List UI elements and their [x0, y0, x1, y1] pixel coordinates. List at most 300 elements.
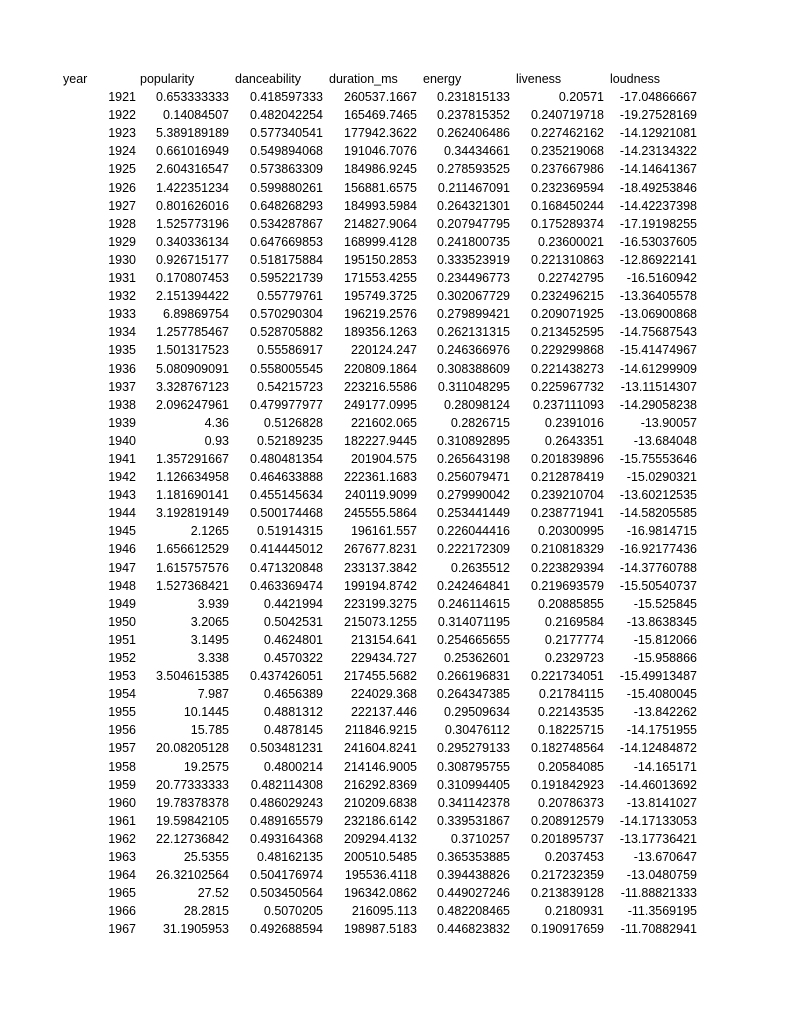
year-cell: 1959: [108, 777, 136, 792]
table-row: [63, 685, 697, 703]
column-header-danceability: danceability: [235, 72, 302, 86]
duration-ms-cell: 211846.9215: [344, 723, 417, 738]
danceability-cell: 0.577340541: [250, 126, 323, 141]
table-row: [63, 341, 697, 359]
energy-cell: 0.279990042: [437, 488, 510, 503]
danceability-cell: 0.599880261: [250, 180, 323, 195]
liveness-cell: 0.191842923: [531, 777, 604, 792]
duration-ms-cell: 195536.4118: [344, 868, 417, 883]
duration-ms-cell: 216292.8369: [344, 777, 417, 792]
danceability-cell: 0.595221739: [250, 271, 323, 286]
energy-cell: 0.242464841: [437, 578, 510, 593]
column-header-duration-ms: duration_ms: [329, 72, 398, 86]
energy-cell: 0.279899421: [437, 307, 510, 322]
danceability-cell: 0.570290304: [250, 307, 323, 322]
popularity-cell: 1.357291667: [156, 451, 229, 466]
energy-cell: 0.211467091: [437, 180, 510, 195]
popularity-cell: 31.1905953: [162, 922, 229, 937]
table-row: [63, 540, 697, 558]
danceability-cell: 0.52189235: [256, 433, 323, 448]
danceability-cell: 0.503450564: [250, 886, 323, 901]
danceability-cell: 0.5126828: [263, 415, 323, 430]
loudness-cell: -14.23134322: [619, 144, 697, 159]
duration-ms-cell: 224029.368: [350, 687, 417, 702]
popularity-cell: 0.661016949: [156, 144, 229, 159]
year-cell: 1933: [108, 307, 136, 322]
liveness-cell: 0.2177774: [544, 632, 604, 647]
popularity-cell: 19.78378378: [156, 795, 229, 810]
danceability-cell: 0.414445012: [250, 542, 323, 557]
energy-cell: 0.254665655: [437, 632, 510, 647]
year-cell: 1941: [108, 451, 136, 466]
table-row: [63, 450, 697, 468]
danceability-cell: 0.573863309: [250, 162, 323, 177]
energy-cell: 0.365353885: [437, 850, 510, 865]
loudness-cell: -11.3569195: [627, 904, 697, 919]
loudness-cell: -11.70882941: [620, 922, 697, 937]
year-cell: 1934: [108, 325, 136, 340]
duration-ms-cell: 199194.8742: [344, 578, 417, 593]
danceability-cell: 0.647669853: [250, 234, 323, 249]
table-row: [63, 504, 697, 522]
popularity-cell: 28.2815: [183, 904, 229, 919]
duration-ms-cell: 216095.113: [351, 904, 417, 919]
danceability-cell: 0.54215723: [256, 379, 323, 394]
liveness-cell: 0.240719718: [531, 108, 604, 123]
liveness-cell: 0.235219068: [531, 144, 604, 159]
table-row: [63, 703, 697, 721]
popularity-cell: 1.257785467: [156, 325, 229, 340]
duration-ms-cell: 214146.9005: [344, 759, 417, 774]
table-row: [63, 287, 697, 305]
energy-cell: 0.28098124: [443, 397, 510, 412]
table-row: [63, 305, 697, 323]
duration-ms-cell: 215073.1255: [344, 614, 417, 629]
liveness-cell: 0.190917659: [531, 922, 604, 937]
liveness-cell: 0.221734051: [531, 669, 604, 684]
energy-cell: 0.253441449: [437, 506, 510, 521]
popularity-cell: 0.93: [204, 433, 229, 448]
loudness-cell: -16.92177436: [619, 542, 697, 557]
table-row: [63, 830, 697, 848]
loudness-cell: -13.8141027: [626, 795, 697, 810]
popularity-cell: 0.801626016: [156, 198, 229, 213]
energy-cell: 0.34434661: [443, 144, 510, 159]
duration-ms-cell: 267677.8231: [344, 542, 417, 557]
popularity-cell: 1.422351234: [156, 180, 229, 195]
duration-ms-cell: 168999.4128: [344, 234, 417, 249]
year-cell: 1921: [108, 90, 136, 105]
table-row: [63, 739, 697, 757]
liveness-cell: 0.225967732: [531, 379, 604, 394]
duration-ms-cell: 209294.4132: [344, 831, 417, 846]
danceability-cell: 0.4570322: [263, 651, 323, 665]
danceability-cell: 0.489165579: [250, 813, 323, 828]
loudness-cell: -15.41474967: [619, 343, 697, 358]
duration-ms-cell: 195749.3725: [344, 289, 417, 304]
popularity-cell: 5.080909091: [156, 361, 229, 376]
table-row: [63, 812, 697, 830]
popularity-cell: 20.08205128: [156, 741, 229, 756]
duration-ms-cell: 214827.9064: [344, 216, 417, 231]
popularity-cell: 19.2575: [183, 759, 229, 774]
danceability-cell: 0.51914315: [256, 524, 323, 539]
loudness-cell: -12.86922141: [619, 252, 697, 267]
popularity-cell: 3.504615385: [156, 669, 229, 684]
loudness-cell: -13.36405578: [619, 289, 697, 304]
table-row: [63, 559, 697, 577]
liveness-cell: 0.219693579: [531, 578, 604, 593]
popularity-cell: 15.785: [190, 723, 229, 738]
year-cell: 1947: [108, 560, 136, 575]
loudness-cell: -14.37760788: [619, 560, 697, 575]
danceability-cell: 0.455145634: [250, 488, 323, 503]
loudness-cell: -14.14641367: [619, 162, 697, 177]
energy-cell: 0.246114615: [437, 596, 510, 611]
danceability-cell: 0.5042531: [263, 614, 323, 629]
table-row: [63, 884, 697, 902]
year-cell: 1965: [108, 886, 136, 901]
danceability-cell: 0.48162135: [256, 850, 323, 865]
danceability-cell: 0.55779761: [256, 289, 323, 304]
energy-cell: 0.262131315: [437, 325, 510, 340]
liveness-cell: 0.20571: [558, 90, 604, 105]
danceability-cell: 0.493164368: [250, 831, 323, 846]
liveness-cell: 0.182748564: [531, 741, 604, 756]
energy-cell: 0.2635512: [450, 560, 510, 575]
loudness-cell: -17.19198255: [619, 216, 697, 231]
year-cell: 1950: [108, 614, 136, 629]
loudness-cell: -14.46013692: [619, 777, 697, 792]
year-cell: 1938: [108, 397, 136, 412]
loudness-cell: -14.61299909: [619, 361, 697, 376]
liveness-cell: 0.175289374: [531, 216, 604, 231]
year-cell: 1956: [108, 723, 136, 738]
duration-ms-cell: 233137.3842: [344, 560, 417, 575]
duration-ms-cell: 165469.7465: [344, 108, 417, 123]
loudness-cell: -11.88821333: [620, 886, 697, 901]
danceability-cell: 0.4656389: [263, 687, 323, 702]
liveness-cell: 0.22143535: [537, 705, 604, 720]
danceability-cell: 0.482042254: [250, 108, 323, 123]
year-cell: 1946: [108, 542, 136, 557]
popularity-cell: 3.2065: [190, 614, 229, 629]
duration-ms-cell: 222361.1683: [344, 470, 417, 485]
year-cell: 1966: [108, 904, 136, 919]
danceability-cell: 0.418597333: [250, 90, 323, 105]
table-row: [63, 414, 697, 432]
liveness-cell: 0.239210704: [531, 488, 604, 503]
popularity-cell: 1.527368421: [156, 578, 229, 593]
danceability-cell: 0.482114308: [250, 777, 323, 792]
column-header-year: year: [63, 72, 88, 86]
table-body: [63, 88, 697, 938]
year-cell: 1963: [108, 850, 136, 865]
duration-ms-cell: 260537.1667: [344, 90, 417, 105]
danceability-cell: 0.471320848: [250, 560, 323, 575]
liveness-cell: 0.223829394: [531, 560, 604, 575]
duration-ms-cell: 201904.575: [350, 451, 417, 466]
table-row: [63, 360, 697, 378]
energy-cell: 0.222172309: [437, 542, 510, 557]
year-cell: 1945: [108, 524, 136, 539]
liveness-cell: 0.20300995: [537, 524, 604, 539]
duration-ms-cell: 220124.247: [350, 343, 417, 358]
year-cell: 1960: [108, 795, 136, 810]
energy-cell: 0.449027246: [437, 886, 510, 901]
danceability-cell: 0.500174468: [250, 506, 323, 521]
liveness-cell: 0.22742795: [537, 271, 604, 286]
loudness-cell: -16.9814715: [626, 524, 697, 539]
popularity-cell: 0.340336134: [156, 234, 229, 249]
danceability-cell: 0.534287867: [250, 216, 323, 231]
table-row: [63, 233, 697, 251]
table-row: [63, 649, 697, 667]
loudness-cell: -15.525845: [633, 596, 697, 611]
duration-ms-cell: 210209.6838: [344, 795, 417, 810]
table-row: [63, 595, 697, 613]
energy-cell: 0.308795755: [437, 759, 510, 774]
liveness-cell: 0.217232359: [531, 868, 604, 883]
year-cell: 1942: [108, 470, 136, 485]
popularity-cell: 2.604316547: [156, 162, 229, 177]
year-cell: 1929: [108, 234, 136, 249]
table-row: [63, 378, 697, 396]
danceability-cell: 0.4881312: [263, 705, 323, 720]
year-cell: 1924: [108, 144, 136, 159]
loudness-cell: -16.5160942: [626, 271, 697, 286]
liveness-cell: 0.23600021: [537, 234, 604, 249]
table-row: [63, 179, 697, 197]
danceability-cell: 0.480481354: [250, 451, 323, 466]
year-cell: 1961: [108, 813, 136, 828]
energy-cell: 0.241800735: [437, 234, 510, 249]
popularity-cell: 2.096247961: [156, 397, 229, 412]
liveness-cell: 0.221438273: [531, 361, 604, 376]
year-cell: 1955: [108, 705, 136, 720]
duration-ms-cell: 200510.5485: [344, 850, 417, 865]
loudness-cell: -13.60212535: [619, 488, 697, 503]
loudness-cell: -13.06900868: [619, 307, 697, 322]
energy-cell: 0.264321301: [437, 198, 510, 213]
duration-ms-cell: 191046.7076: [344, 144, 417, 159]
column-header-energy: energy: [423, 72, 462, 86]
loudness-cell: -14.165171: [633, 759, 697, 774]
loudness-cell: -14.17133053: [619, 813, 697, 828]
liveness-cell: 0.2169584: [544, 614, 604, 629]
year-cell: 1951: [108, 632, 136, 647]
loudness-cell: -13.17736421: [619, 831, 697, 846]
popularity-cell: 10.1445: [183, 705, 229, 720]
energy-cell: 0.265643198: [437, 451, 510, 466]
popularity-cell: 1.126634958: [156, 470, 229, 485]
table-row: [63, 776, 697, 794]
danceability-cell: 0.518175884: [250, 252, 323, 267]
duration-ms-cell: 189356.1263: [344, 325, 417, 340]
table-row: [63, 721, 697, 739]
table-row: [63, 848, 697, 866]
year-cell: 1922: [108, 108, 136, 123]
liveness-cell: 0.2037453: [544, 850, 604, 865]
danceability-cell: 0.528705882: [250, 325, 323, 340]
energy-cell: 0.2826715: [450, 415, 510, 430]
year-cell: 1940: [108, 433, 136, 448]
data-table: [63, 70, 697, 939]
energy-cell: 0.310994405: [437, 777, 510, 792]
year-cell: 1958: [108, 759, 136, 774]
loudness-cell: -17.04866667: [619, 90, 697, 105]
loudness-cell: -13.842262: [633, 705, 697, 720]
liveness-cell: 0.238771941: [531, 506, 604, 521]
popularity-cell: 3.192819149: [156, 506, 229, 521]
liveness-cell: 0.213452595: [531, 325, 604, 340]
year-cell: 1925: [108, 162, 136, 177]
energy-cell: 0.226044416: [437, 524, 510, 539]
liveness-cell: 0.227462162: [531, 126, 604, 141]
energy-cell: 0.264347385: [437, 687, 510, 702]
duration-ms-cell: 196219.2576: [344, 307, 417, 322]
duration-ms-cell: 221602.065: [350, 415, 417, 430]
popularity-cell: 3.939: [197, 596, 229, 611]
year-cell: 1949: [108, 596, 136, 611]
table-row: [63, 215, 697, 233]
table-row: [63, 758, 697, 776]
table-row: [63, 667, 697, 685]
table-row: [63, 88, 697, 106]
duration-ms-cell: 217455.5682: [344, 669, 417, 684]
energy-cell: 0.302067729: [437, 289, 510, 304]
loudness-cell: -13.11514307: [620, 379, 697, 394]
danceability-cell: 0.549894068: [250, 144, 323, 159]
loudness-cell: -14.58205585: [619, 506, 697, 521]
loudness-cell: -13.90057: [640, 415, 697, 430]
loudness-cell: -13.670647: [633, 850, 697, 865]
duration-ms-cell: 184986.9245: [344, 162, 417, 177]
duration-ms-cell: 196342.0862: [344, 886, 417, 901]
year-cell: 1928: [108, 216, 136, 231]
liveness-cell: 0.237111093: [532, 397, 604, 412]
header-row: [63, 70, 697, 88]
danceability-cell: 0.463369474: [250, 578, 323, 593]
loudness-cell: -15.0290321: [626, 470, 697, 485]
liveness-cell: 0.221310863: [531, 252, 604, 267]
duration-ms-cell: 171553.4255: [344, 271, 417, 286]
energy-cell: 0.231815133: [437, 90, 510, 105]
liveness-cell: 0.20584085: [537, 759, 604, 774]
energy-cell: 0.394438826: [437, 868, 510, 883]
liveness-cell: 0.232496215: [531, 289, 604, 304]
year-cell: 1937: [108, 379, 136, 394]
year-cell: 1953: [108, 669, 136, 684]
year-cell: 1923: [108, 126, 136, 141]
liveness-cell: 0.201895737: [531, 831, 604, 846]
loudness-cell: -15.50540737: [619, 578, 697, 593]
popularity-cell: 0.14084507: [162, 108, 229, 123]
liveness-cell: 0.210818329: [531, 542, 604, 557]
danceability-cell: 0.492688594: [250, 922, 323, 937]
year-cell: 1935: [108, 343, 136, 358]
table-row: [63, 920, 697, 938]
loudness-cell: -13.0480759: [626, 868, 697, 883]
danceability-cell: 0.437426051: [250, 669, 323, 684]
loudness-cell: -14.12921081: [619, 126, 697, 141]
table-row: [63, 323, 697, 341]
liveness-cell: 0.20885855: [537, 596, 604, 611]
popularity-cell: 25.5355: [183, 850, 229, 865]
danceability-cell: 0.504176974: [250, 868, 323, 883]
popularity-cell: 2.1265: [190, 524, 229, 539]
duration-ms-cell: 195150.2853: [344, 252, 417, 267]
column-header-liveness: liveness: [516, 72, 562, 86]
duration-ms-cell: 241604.8241: [344, 741, 417, 756]
energy-cell: 0.266196831: [437, 669, 510, 684]
danceability-cell: 0.5070205: [263, 904, 323, 919]
loudness-cell: -15.812066: [633, 632, 697, 647]
liveness-cell: 0.168450244: [531, 198, 604, 213]
popularity-cell: 1.181690141: [156, 488, 229, 503]
column-header-popularity: popularity: [140, 72, 195, 86]
duration-ms-cell: 156881.6575: [344, 180, 417, 195]
year-cell: 1936: [108, 361, 136, 376]
popularity-cell: 22.12736842: [156, 831, 229, 846]
liveness-cell: 0.20786373: [537, 795, 604, 810]
duration-ms-cell: 184993.5984: [344, 198, 417, 213]
popularity-cell: 4.36: [204, 415, 229, 430]
liveness-cell: 0.208912579: [531, 813, 604, 828]
loudness-cell: -14.1751955: [626, 723, 697, 738]
liveness-cell: 0.232369594: [531, 180, 604, 195]
liveness-cell: 0.212878419: [531, 470, 604, 485]
duration-ms-cell: 240119.9099: [344, 488, 417, 503]
popularity-cell: 1.656612529: [156, 542, 229, 557]
table-row: [63, 197, 697, 215]
popularity-cell: 5.389189189: [156, 126, 229, 141]
liveness-cell: 0.209071925: [531, 307, 604, 322]
popularity-cell: 20.77333333: [156, 777, 229, 792]
energy-cell: 0.207947795: [437, 216, 510, 231]
energy-cell: 0.446823832: [437, 922, 510, 937]
loudness-cell: -14.75687543: [619, 325, 697, 340]
liveness-cell: 0.21784115: [538, 687, 604, 702]
year-cell: 1948: [108, 578, 136, 593]
energy-cell: 0.234496773: [437, 271, 510, 286]
danceability-cell: 0.4800214: [263, 759, 323, 774]
energy-cell: 0.308388609: [437, 361, 510, 376]
popularity-cell: 6.89869754: [162, 307, 229, 322]
table-row: [63, 396, 697, 414]
energy-cell: 0.30476112: [444, 723, 510, 738]
energy-cell: 0.3710257: [450, 831, 510, 846]
year-cell: 1954: [108, 687, 136, 702]
year-cell: 1964: [108, 868, 136, 883]
liveness-cell: 0.201839896: [531, 451, 604, 466]
liveness-cell: 0.229299868: [531, 343, 604, 358]
year-cell: 1926: [108, 180, 136, 195]
table-row: [63, 251, 697, 269]
danceability-cell: 0.4878145: [263, 723, 323, 738]
popularity-cell: 1.615757576: [156, 560, 229, 575]
loudness-cell: -15.49913487: [619, 669, 697, 684]
liveness-cell: 0.213839128: [531, 886, 604, 901]
year-cell: 1939: [108, 415, 136, 430]
popularity-cell: 2.151394422: [156, 289, 229, 304]
popularity-cell: 26.32102564: [156, 868, 229, 883]
danceability-cell: 0.4624801: [263, 632, 323, 647]
table-row: [63, 486, 697, 504]
duration-ms-cell: 232186.6142: [344, 813, 417, 828]
duration-ms-cell: 196161.557: [350, 524, 417, 539]
popularity-cell: 1.501317523: [156, 343, 229, 358]
